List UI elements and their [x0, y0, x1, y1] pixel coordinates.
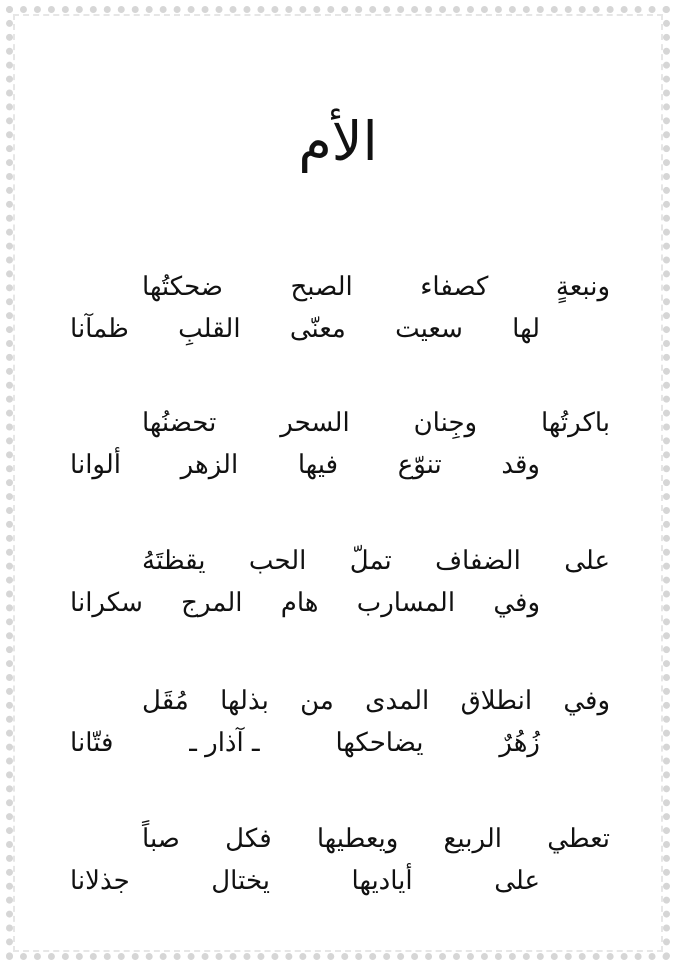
verse-line	[70, 680, 610, 722]
verse-line	[70, 722, 610, 764]
verse-word: المدى	[365, 686, 430, 716]
verse-word: ونبعةٍ	[555, 272, 610, 302]
verse-word: جذلانا	[70, 866, 130, 896]
verse-word: ظمآنا	[70, 314, 129, 344]
verse-word: تملّ	[349, 546, 392, 576]
verse-word: سكرانا	[70, 588, 143, 618]
verse-word: هام	[280, 588, 319, 618]
verse-word: ضحكتُها	[142, 272, 223, 302]
stanza-3	[70, 540, 610, 624]
verse-word: الحب	[248, 546, 307, 576]
verse-line	[70, 444, 610, 486]
verse-word: ألوانا	[70, 450, 122, 480]
verse-word: زُهُرٌ	[499, 728, 540, 758]
poem-title: الأم	[298, 110, 378, 173]
verse-line	[70, 540, 610, 582]
verse-word: تنوّع	[397, 450, 442, 480]
verse-word: كصفاء	[420, 272, 489, 302]
verse-word: الربيع	[443, 824, 502, 854]
verse-word: وقد	[501, 450, 540, 480]
verse-word: فيها	[297, 450, 339, 480]
verse-word: مُقَل	[142, 686, 189, 716]
verse-word: وفي	[563, 686, 610, 716]
verse-word: أياديها	[351, 866, 413, 896]
verse-word: وجِنان	[413, 408, 478, 438]
verse-word: على	[494, 866, 540, 896]
verse-line	[70, 860, 610, 902]
verse-word: تعطي	[547, 824, 610, 854]
verse-word: يضاحكها	[335, 728, 424, 758]
verse-word: وفي	[493, 588, 540, 618]
verse-line	[70, 402, 610, 444]
verse-word: الصبح	[290, 272, 353, 302]
stanza-2	[70, 402, 610, 486]
verse-word: سعيت	[395, 314, 463, 344]
verse-word: السحر	[280, 408, 350, 438]
verse-word: باكرتُها	[540, 408, 610, 438]
verse-word: يختال	[211, 866, 270, 896]
verse-word: انطلاق	[460, 686, 533, 716]
verse-word: لها	[512, 314, 540, 344]
verse-word: من	[300, 686, 334, 716]
verse-line	[70, 266, 610, 308]
verse-word: الضفاف	[435, 546, 521, 576]
stanza-4	[70, 680, 610, 764]
verse-word: فتّانا	[70, 728, 114, 758]
verse-word: تحضنُها	[142, 408, 217, 438]
verse-word: الزهر	[180, 450, 239, 480]
stanza-5	[70, 818, 610, 902]
verse-line	[70, 582, 610, 624]
verse-word: فكل	[225, 824, 272, 854]
verse-word: ويعطيها	[316, 824, 399, 854]
verse-word: المرج	[181, 588, 243, 618]
verse-word: معنّى	[289, 314, 346, 344]
verse-word: المسارب	[356, 588, 456, 618]
verse-line	[70, 308, 610, 350]
stanza-1	[70, 266, 610, 350]
verse-word: ـ آذار ـ	[189, 728, 260, 758]
verse-word: صباً	[142, 824, 180, 854]
verse-word: بذلها	[220, 686, 269, 716]
verse-line	[70, 818, 610, 860]
verse-word: يقظتَهُ	[142, 546, 206, 576]
verse-word: القلبِ	[178, 314, 241, 344]
verse-word: على	[564, 546, 610, 576]
